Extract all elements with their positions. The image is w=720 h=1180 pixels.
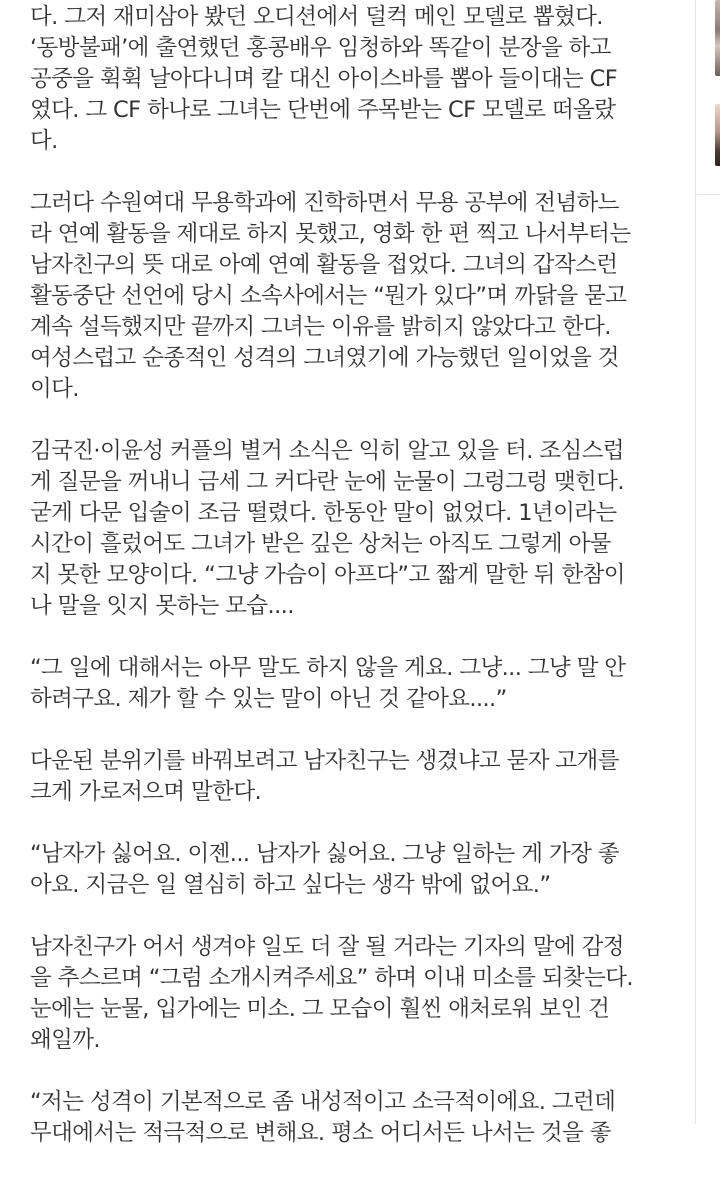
article-paragraph [30,436,694,622]
article-paragraph [30,839,694,901]
text-line: 김국진·이윤성 커플의 별거 소식은 익히 알고 있을 터. 조심스럽 [30,438,624,464]
related-thumbnail-image[interactable] [715,104,720,166]
text-line: 무대에서는 적극적으로 변해요. 평소 어디서든 나서는 것을 좋 [30,1120,611,1146]
text-line: 이다. [30,376,79,402]
text-line: 굳게 다문 입술이 조금 떨렸다. 한동안 말이 없었다. 1년이라는 [30,500,617,526]
text-line: “남자가 싫어요. 이젠... 남자가 싫어요. 그냥 일하는 게 가장 좋 [30,841,619,867]
article-paragraph [30,1087,694,1149]
text-line: 여성스럽고 순종적인 성격의 그녀였기에 가능했던 일이었을 것 [30,345,619,371]
text-line: 눈에는 눈물, 입가에는 미소. 그 모습이 훨씬 애처로워 보인 건 [30,996,610,1022]
article-paragraph [30,932,694,1056]
text-line: 하려구요. 제가 할 수 있는 말이 아닌 것 같아요....” [30,686,507,712]
text-line: “저는 성격이 기본적으로 좀 내성적이고 소극적이에요. 그런데 [30,1089,616,1115]
article-paragraph [30,653,694,715]
text-line: 활동중단 선언에 당시 소속사에서는 “뭔가 있다”며 까닭을 묻고 [30,283,627,309]
text-line: “그 일에 대해서는 아무 말도 하지 않을 게요. 그냥... 그냥 말 안 [30,655,626,681]
text-line: 시간이 흘렀어도 그녀가 받은 깊은 상처는 아직도 그렇게 아물 [30,531,611,557]
text-line: 지 못한 모양이다. “그냥 가슴이 아프다”고 짧게 말한 뒤 한참이 [30,562,625,588]
article-paragraph [30,2,694,157]
related-thumbnail-image[interactable] [715,0,720,76]
text-line: 라 연예 활동을 제대로 하지 못했고, 영화 한 편 찍고 나서부터는 [30,221,631,247]
text-line: 그러다 수원여대 무용학과에 진학하면서 무용 공부에 전념하느 [30,190,619,216]
text-line: ‘동방불패’에 출연했던 홍콩배우 임청하와 똑같이 분장을 하고 [30,35,611,61]
text-line: 였다. 그 CF 하나로 그녀는 단번에 주목받는 CF 모델로 떠올랐 [30,97,616,123]
text-line: 다. 그저 재미삼아 봤던 오디션에서 덜컥 메인 모델로 뽑혔다. [30,4,603,30]
text-line: 왜일까. [30,1027,100,1053]
text-line: 공중을 휙휙 날아다니며 칼 대신 아이스바를 뽑아 들이대는 CF [30,66,618,92]
related-sidebar [697,0,720,1124]
text-line: 을 추스르며 “그럼 소개시켜주세요” 하며 이내 미소를 되찾는다. [30,965,633,991]
text-line: 크게 가로저으며 말한다. [30,779,262,805]
sidebar-divider [697,194,720,195]
text-line: 게 질문을 꺼내니 금세 그 커다란 눈에 눈물이 그렁그렁 맺힌다. [30,469,624,495]
text-line: 다운된 분위기를 바꿔보려고 남자친구는 생겼냐고 묻자 고개를 [30,748,619,774]
article-text [30,2,694,1180]
article-paragraph [30,188,694,405]
text-line: 남자친구의 뜻 대로 아예 연예 활동을 접었다. 그녀의 갑작스런 [30,252,618,278]
text-line: 남자친구가 어서 생겨야 일도 더 잘 될 거라는 기자의 말에 감정 [30,934,624,960]
text-line: 계속 설득했지만 끝까지 그녀는 이유를 밝히지 않았다고 한다. [30,314,611,340]
article-paragraph [30,746,694,808]
text-line: 나 말을 잇지 못하는 모습.... [30,593,294,619]
text-line: 다. [30,128,58,154]
text-line: 아요. 지금은 일 열심히 하고 싶다는 생각 밖에 없어요.” [30,872,551,898]
